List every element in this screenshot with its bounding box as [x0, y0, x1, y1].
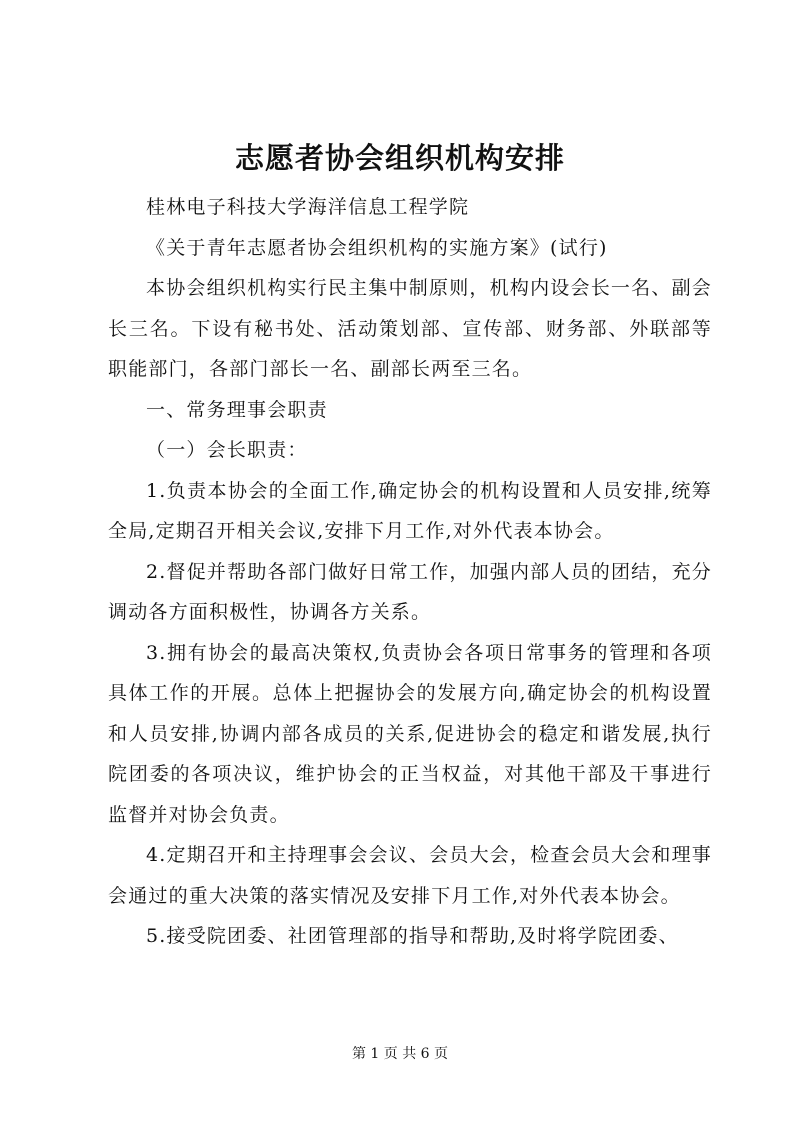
list-item: 1.负责本协会的全面工作,确定协会的机构设置和人员安排,统筹全局,定期召开相关会议,安排下月工作,对外代表本协会。: [108, 479, 712, 542]
subsection-heading: （一）会长职责：: [146, 439, 308, 461]
list-item: 2.督促并帮助各部门做好日常工作，加强内部人员的团结，充分调动各方面积极性，协调各方关系。: [108, 560, 712, 623]
document-title: 志愿者协会组织机构安排: [234, 141, 565, 175]
paragraph-institution: 桂林电子科技大学海洋信息工程学院: [146, 196, 470, 218]
list-item: 4.定期召开和主持理事会会议、会员大会，检查会员大会和理事会通过的重大决策的落实情况及安排下月工作,对外代表本协会。: [108, 844, 712, 907]
paragraph-plan-title: 《关于青年志愿者协会组织机构的实施方案》(试行): [146, 236, 608, 259]
list-item: 5.接受院团委、社团管理部的指导和帮助,及时将学院团委、: [146, 925, 679, 947]
list-item: 3.拥有协会的最高决策权,负责协会各项日常事务的管理和各项具体工作的开展。总体上把握协会的发展方向,确定协会的机构设置和人员安排,协调内部各成员的关系,促进协会的稳定和谐发展,执行院团委的各项决议，维护协会的正当权益，对其他干部及干事进行监督并对协会负责。: [108, 641, 712, 826]
document-body: [108, 187, 712, 957]
section-heading: 一、常务理事会职责: [146, 398, 328, 421]
page-footer: 第 1 页 共 6 页: [351, 1046, 449, 1062]
paragraph-intro: 本协会组织机构实行民主集中制原则，机构内设会长一名、副会长三名。下设有秘书处、活动策划部、宣传部、财务部、外联部等职能部门，各部门部长一名、副部长两至三名。: [108, 277, 712, 380]
